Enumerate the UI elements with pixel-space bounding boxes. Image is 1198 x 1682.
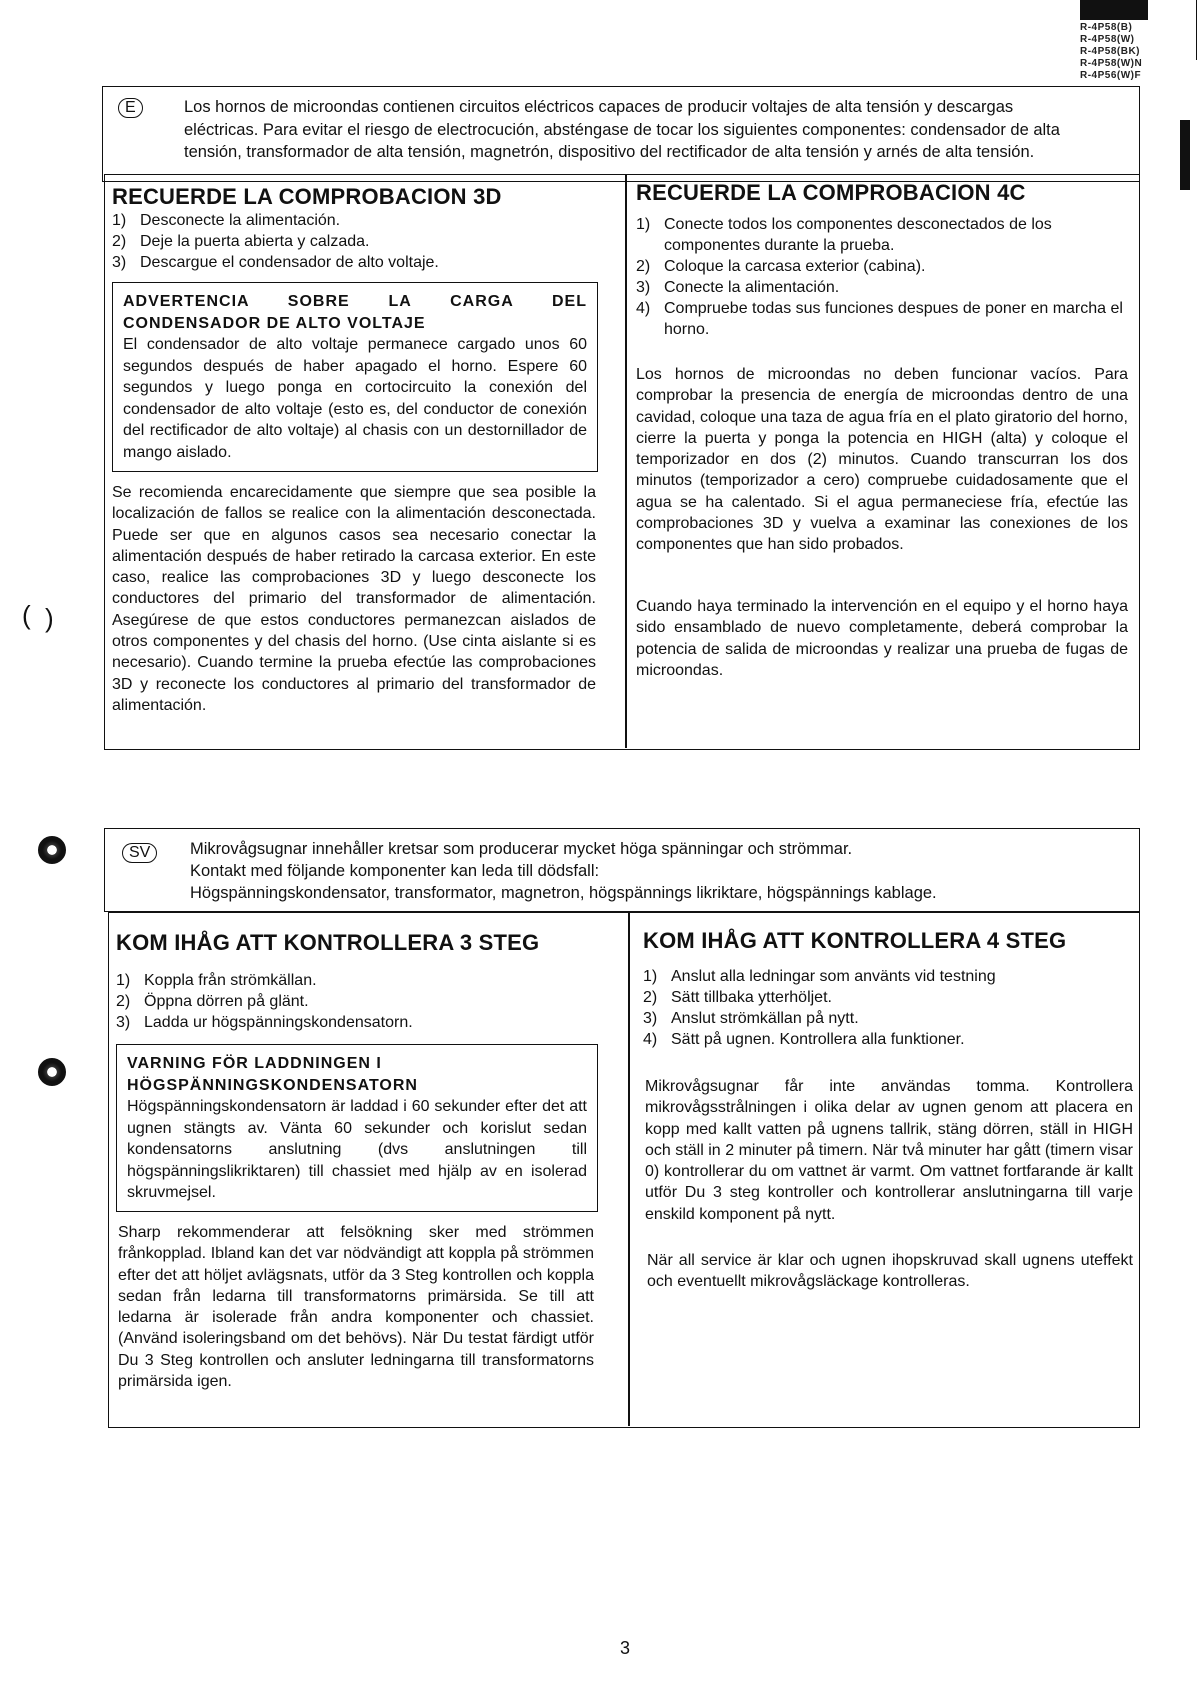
troubleshooting-paragraph: Se recomienda encarecidamente que siempre que sea posible la localización de fallos se realice con la alimentación desconectada. Puede ser que en algunos casos sea necesario conectar la alimentación después de haber retirado la carcasa exterior. En este caso, realice las comprobaciones 3D y luego desconecte los conductores del primario del transformador de alimentación. Asegúrese de que estos conductores permanezcan aislados de otros componentes y del chasis del horno. (Use cinta aislante si es necesario). Cuando termine la prueba efectúe las comprobaciones 3D y reconecte los conductores al primario del transformador de alimentación. (112, 484, 596, 714)
list-item: 3) Descargue el condensador de alto voltaje. (112, 254, 439, 271)
list-item: 3) Ladda ur högspänningskondensatorn. (116, 1014, 413, 1031)
page-number: 3 (620, 1638, 631, 1658)
scan-mark: ( (22, 600, 31, 630)
warning-title: VARNING FÖR LADDNINGEN I (127, 1055, 382, 1072)
list-item: 3) Anslut strömkällan på nytt. (643, 1010, 859, 1027)
final-check-paragraph: Cuando haya terminado la intervención en el equipo y el horno haya sido ensamblado de nuevo completamente, deberá comprobar la potencia de salida de microondas y realizar una prueba de fugas de microondas. (636, 598, 1128, 679)
steps-3-steg-list (116, 970, 606, 1033)
list-item: 2) Deje la puerta abierta y calzada. (112, 233, 370, 250)
heading-3-steg: KOM IHÅG ATT KONTROLLERA 3 STEG (116, 930, 540, 955)
model-name: R-4P58(B) (1080, 22, 1133, 33)
binder-hole-icon (38, 1058, 66, 1086)
steps-4c-list (636, 214, 1126, 340)
capacitor-warning-box (112, 282, 598, 472)
swedish-intro-line: Mikrovågsugnar innehåller kretsar som producerar mycket höga spänningar och strömmar. (190, 840, 853, 858)
binder-hole-icon (38, 836, 66, 864)
microwave-test-paragraph: Los hornos de microondas no deben funcionar vacíos. Para comprobar la presencia de energía de microondas dentro de una cavidad, coloque una taza de agua fría en el plato giratorio del horno, cierre la puerta y ponga la potencia en HIGH (alta) y coloque el temporizador en dos (2) minutos. Cuando transcurran los dos minutos (temporizador a cero) compruebe cuidadosamente que el agua se ha calentado. Si el agua permaneciese fría, efectúe las comprobaciones 3D y vuelva a examinar las conexiones de los componentes que han sido probados. (636, 366, 1128, 554)
spanish-intro-line: Los hornos de microondas contienen circuitos eléctricos capaces de producir voltajes de alta tensión y descargas (184, 98, 1014, 116)
lang-badge-es: E (118, 98, 143, 118)
model-list (1080, 0, 1150, 82)
troubleshooting-paragraph: Sharp rekommenderar att felsökning sker med strömmen frånkopplad. Ibland kan det var nödvändigt att koppla på strömmen efter det att höljet avlägsnats, utför da 3 Steg kontrollen och koppla sedan från ledarna till transformatorns primärsida. Se till att ledarna är isolerade från andra komponenter och chassiet. (Använd isoleringsband om det behövs). När Du testat färdigt utför Du 3 Steg kontrollen och ansluter ledningarna till transformatorns primärsida igen. (118, 1224, 594, 1391)
column-divider (628, 912, 630, 1426)
edge-line (1196, 0, 1197, 60)
model-name: R-4P58(W)N (1080, 58, 1143, 69)
warning-title: HÖGSPÄNNINGSKONDENSATORN (127, 1076, 418, 1094)
capacitor-warning-box (116, 1044, 598, 1212)
swedish-intro-line: Högspänningskondensator, transformator, magnetron, högspännings likriktare, högspännings kablage. (190, 884, 937, 902)
model-name: R-4P58(BK) (1080, 46, 1141, 57)
spanish-intro-line: eléctricas. Para evitar el riesgo de electrocución, absténgase de tocar los siguientes componentes: condensador de alta (184, 121, 1060, 139)
warning-title: CONDENSADOR DE ALTO VOLTAJE (123, 314, 426, 332)
lang-badge-sv: SV (122, 843, 157, 863)
list-item: 1) Desconecte la alimentación. (112, 212, 341, 229)
list-item: 2) Sätt tillbaka ytterhöljet. (643, 989, 832, 1006)
column-divider (625, 174, 627, 748)
model-name: R-4P56(W)F (1080, 70, 1142, 81)
list-item: 3) Conecte la alimentación. (636, 279, 840, 296)
heading-3d-check: RECUERDE LA COMPROBACION 3D (112, 184, 502, 209)
edge-tab-marker (1180, 120, 1190, 190)
warning-body: Högspänningskondensatorn är laddad i 60 sekunder efter det att ugnen stängts av. Vänta 60 sekunder och korislut sedan kondensatorns anslutning (dvs anslutningen till högspänningslikriktaren) till chassiet med hjälp av en isolerad skruvmejsel. (127, 1098, 587, 1201)
final-check-paragraph: När all service är klar och ugnen ihopskruvad skall ugnens uteffekt och eventuellt mikrovågsläckage kontrolleras. (647, 1252, 1133, 1291)
heading-4-steg: KOM IHÅG ATT KONTROLLERA 4 STEG (643, 928, 1067, 953)
swedish-intro-line: Kontakt med följande komponenter kan leda till dödsfall: (190, 862, 600, 880)
list-item: 1) Koppla från strömkällan. (116, 972, 317, 989)
heading-4c-check: RECUERDE LA COMPROBACION 4C (636, 180, 1026, 205)
list-item: 4) Sätt på ugnen. Kontrollera alla funktioner. (643, 1031, 965, 1048)
warning-body: El condensador de alto voltaje permanece cargado unos 60 segundos después de haber apagado el horno. Espere 60 segundos y luego ponga en cortocircuito la conexión del condensador de alto voltaje (esto es, del conductor de conexión del rectificador de alto voltaje) al chasis con un destornillador de mango aislado. (123, 336, 587, 461)
steps-4-steg-list (643, 966, 1133, 1050)
header-black-block (1080, 0, 1148, 20)
microwave-test-paragraph: Mikrovågsugnar får inte användas tomma. Kontrollera mikrovågsstrålningen i olika delar av ugnen genom att placera en kopp med kallt vatten på ugnens tallrik, stäng dörren, ställ in HIGH och ställ in 2 minuter på timern. När två minuter har gått (timern visar 0) kontrollerar du om vattnet är varmt. Om vattnet fortfarande är kallt utför Du 3 steg kontroller och kontrollerar anslutningarna till varje enskild komponent på nytt. (645, 1078, 1133, 1223)
list-item: 4) Compruebe todas sus funciones despues de poner en marcha el horno. (636, 300, 1123, 338)
model-name: R-4P58(W) (1080, 34, 1135, 45)
list-item: 2) Coloque la carcasa exterior (cabina). (636, 258, 926, 275)
steps-3d-list (112, 210, 592, 273)
scan-mark: ) (45, 603, 54, 633)
spanish-intro-line: tensión, transformador de alta tensión, magnetrón, dispositivo del rectificador de alta tensión y arnés de alta tensión. (184, 143, 1035, 161)
list-item: 1) Anslut alla ledningar som använts vid testning (643, 968, 996, 985)
warning-title: ADVERTENCIA SOBRE LA CARGA DEL (123, 293, 587, 310)
list-item: 2) Öppna dörren på glänt. (116, 993, 309, 1010)
list-item: 1) Conecte todos los componentes desconectados de los componentes durante la prueba. (636, 216, 1052, 254)
